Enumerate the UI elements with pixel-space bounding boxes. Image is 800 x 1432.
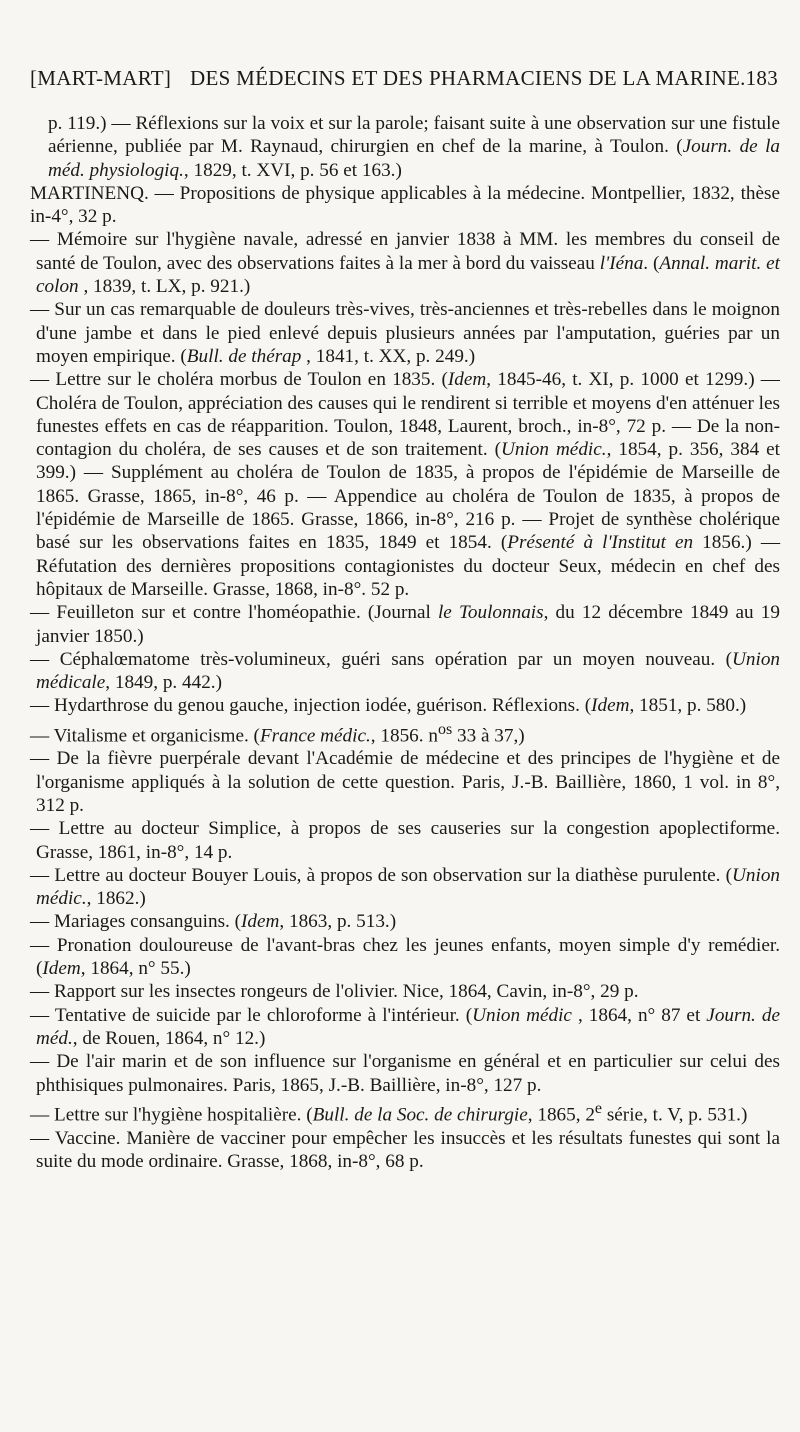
bibliography-entry: — Mémoire sur l'hygiène navale, adressé en janvier 1838 à MM. les membres du conseil de santé de Toulon, avec des observations faites à la mer à bord du vaisseau l'Iéna. (Annal. marit. et colon , 1839, t. LX, p. 921.) [30, 229, 780, 298]
bibliography-entry: — Hydarthrose du genou gauche, injection iodée, guérison. Réflexions. (Idem, 1851, p. 580.) [30, 695, 747, 717]
bibliography-entry: p. 119.) — Réflexions sur la voix et sur la parole; faisant suite à une observation sur une fistule aérienne, publiée par M. Raynaud, chirurgien en chef de la marine, à Toulon. (Journ. de la méd. physiologiq., 1829, t. XVI, p. 56 et 163.) [48, 113, 780, 181]
bibliography-entry: — Lettre au docteur Bouyer Louis, à propos de son observation sur la diathèse purulente. (Union médic., 1862.) [30, 864, 780, 910]
bibliography-entry: — De la fièvre puerpérale devant l'Académie de médecine et des principes de l'hygiène et de l'organisme appliqués à la solution de cette question. Paris, J.-B. Baillière, 1860, 1 vol. in 8°, 312 p. [30, 748, 780, 816]
bibliography-entry: — Tentative de suicide par le chloroforme à l'intérieur. (Union médic , 1864, n° 87 et Journ. de méd., de Rouen, 1864, n° 12.) [30, 1004, 780, 1049]
header-title: DES MÉDECINS ET DES PHARMACIENS DE LA MARINE. [190, 66, 746, 90]
bibliography-entry: — De l'air marin et de son influence sur l'organisme en général et en particulier sur celui des phthisiques pulmonaires. Paris, 1865, J.-B. Baillière, in-8°, 127 p. [30, 1051, 780, 1096]
bibliography-entry: — Sur un cas remarquable de douleurs très-vives, très-anciennes et très-rebelles dans le moignon d'une jambe et dans le pied enlevé depuis plusieurs années par l'amputation, guéries par un moyen empirique. (Bull. de thérap , 1841, t. XX, p. 249.) [30, 299, 780, 367]
bibliography-entry: — Vitalisme et organicisme. (France médic., 1856. $n^{os}$ 33 à 37,) [30, 720, 525, 747]
bibliography-entry: — Mariages consanguins. (Idem, 1863, p. 513.) [30, 911, 397, 933]
bibliography-entry: — Pronation douloureuse de l'avant-bras chez les jeunes enfants, moyen simple d'y remédier. (Idem, 1864, n° 55.) [30, 934, 780, 980]
bibliography-entry: — Feuilleton sur et contre l'homéopathie. (Journal le Toulonnais, du 12 décembre 1849 au 19 janvier 1850.) [30, 602, 780, 647]
running-header [30, 66, 778, 100]
bibliography-entry: — Lettre sur le choléra morbus de Toulon en 1835. (Idem, 1845-46, t. XI, p. 1000 et 1299.) — Choléra de Toulon, appréciation des causes qui le rendirent si terrible et moyens d'en atténuer les funestes effets en cas de réapparition. Toulon, 1848, Laurent, broch., in-8°, 72 p. — De la non-contagion du choléra, de ses causes et de son traitement. (Union médic., 1854, p. 356, 384 et 399.) — Supplément au choléra de Toulon de 1835, à propos de l'épidémie de Marseille de 1865. Grasse, 1865, in-8°, 46 p. — Appendice au choléra de Toulon de 1835, à propos de l'épidémie de Marseille de 1865. Grasse, 1866, in-8°, 216 p. — Projet de synthèse cholérique basé sur les observations faites en 1835, 1849 et 1854. (Présenté à l'Institut en 1856.) — Réfutation des dernières propositions contagionistes du docteur Seux, médecin en chef des hôpitaux de Marseille. Grasse, 1868, in-8°. 52 p. [30, 369, 781, 600]
bibliography-entry: — Lettre sur l'hygiène hospitalière. (Bull. de la Soc. de chirurgie, 1865, 2e série, t. V, p. 531.) [30, 1099, 748, 1126]
bibliography-entry: — Céphalœmatome très-volumineux, guéri sans opération par un moyen nouveau. (Union médicale, 1849, p. 442.) [30, 648, 780, 694]
bibliography-entry: — Vaccine. Manière de vacciner pour empêcher les insuccès et les résultats funestes qui sont la suite du mode ordinaire. Grasse, 1868, in-8°, 68 p. [30, 1127, 780, 1172]
page-number: 183 [745, 66, 778, 90]
bibliography-entry: MARTINENQ. — Propositions de physique applicables à la médecine. Montpellier, 1832, thèse in-4°, 32 p. [30, 182, 780, 228]
bibliography-entry: — Lettre au docteur Simplice, à propos de ses causeries sur la congestion apoplectiforme. Grasse, 1861, in-8°, 14 p. [30, 818, 780, 863]
bibliography-entry: — Rapport sur les insectes rongeurs de l'olivier. Nice, 1864, Cavin, in-8°, 29 p. [30, 981, 639, 1003]
header-section-range: [MART-MART] [30, 66, 172, 90]
bibliography-text [30, 112, 780, 1173]
